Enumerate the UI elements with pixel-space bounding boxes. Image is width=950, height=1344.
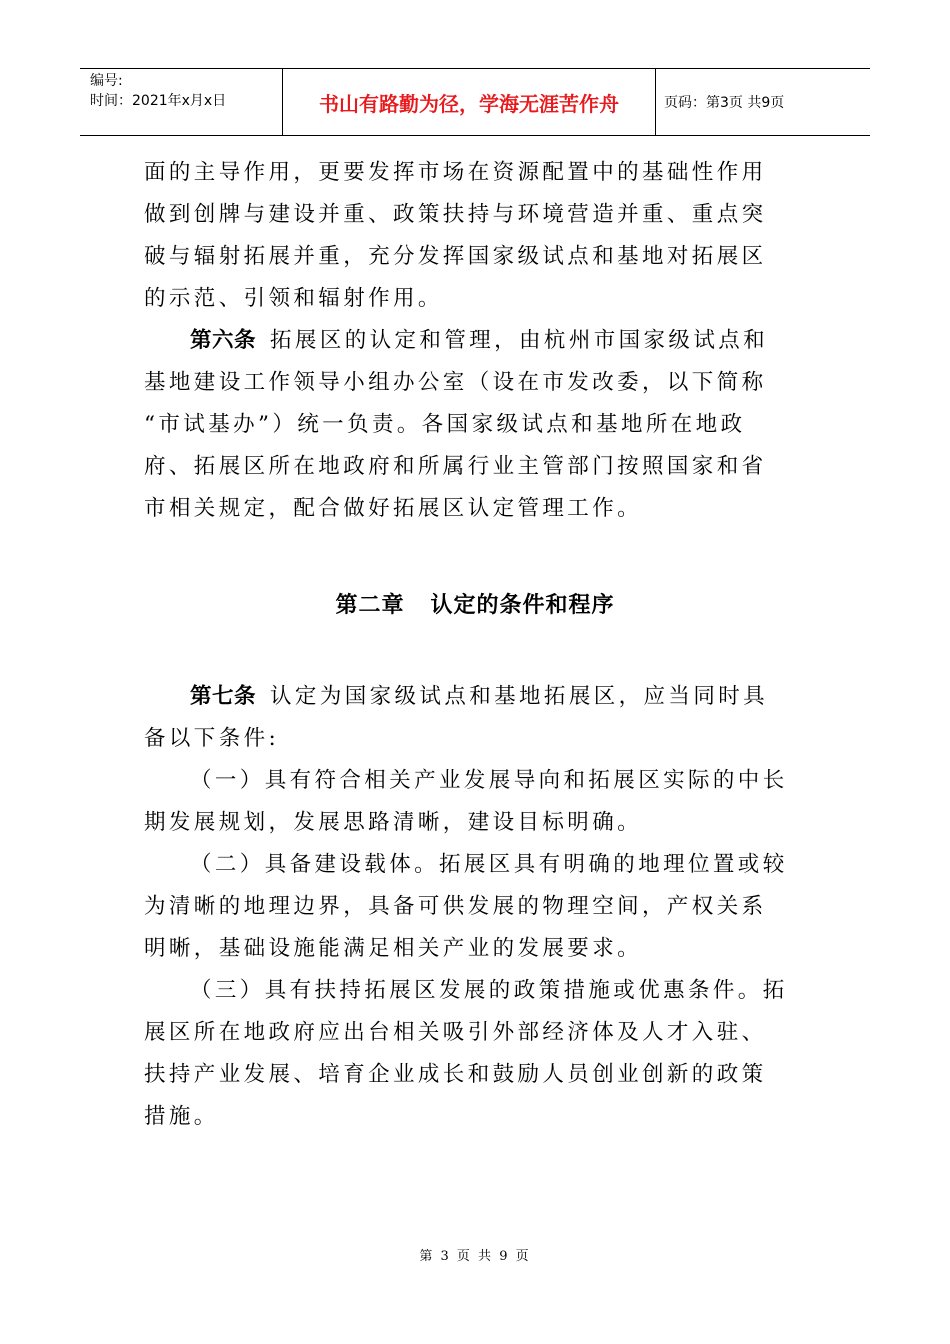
body-line: 备以下条件: bbox=[144, 726, 280, 751]
item-3-first-line: （三）具有扶持拓展区发展的政策措施或优惠条件。拓 bbox=[190, 978, 788, 1003]
body-line: 措施。 bbox=[144, 1104, 219, 1129]
body-line: 市相关规定，配合做好拓展区认定管理工作。 bbox=[144, 496, 643, 521]
header-meta bbox=[80, 69, 282, 135]
article-7-paragraph bbox=[144, 676, 814, 718]
body-line: 面的主导作用，更要发挥市场在资源配置中的基础性作用 bbox=[144, 160, 767, 185]
time-label: 时间：2021年x月x日 bbox=[90, 93, 227, 109]
body-line: 明晰，基础设施能满足相关产业的发展要求。 bbox=[144, 936, 643, 961]
body-line: 的示范、引领和辐射作用。 bbox=[144, 286, 443, 311]
page-footer: 第 3 页 共 9 页 bbox=[419, 1249, 531, 1264]
body-line: 认定为国家级试点和基地拓展区，应当同时具 bbox=[270, 684, 769, 709]
header-page-info: 页码：第3页 共9页 bbox=[664, 95, 785, 111]
document-body bbox=[144, 152, 814, 530]
number-label: 编号: bbox=[90, 73, 123, 89]
page-header bbox=[80, 68, 870, 136]
body-line: 基地建设工作领导小组办公室（设在市发改委，以下简称 bbox=[144, 370, 767, 395]
article-7-title: 第七条 bbox=[190, 684, 257, 709]
article-6-paragraph bbox=[144, 320, 814, 362]
body-line: 破与辐射拓展并重，充分发挥国家级试点和基地对拓展区 bbox=[144, 244, 767, 269]
body-line: 拓展区的认定和管理，由杭州市国家级试点和 bbox=[270, 328, 769, 353]
body-line: 期发展规划，发展思路清晰，建设目标明确。 bbox=[144, 810, 643, 835]
body-line: 做到创牌与建设并重、政策扶持与环境营造并重、重点突 bbox=[144, 202, 767, 227]
body-line: 为清晰的地理边界，具备可供发展的物理空间，产权关系 bbox=[144, 894, 767, 919]
chapter-heading: 第二章 认定的条件和程序 bbox=[335, 593, 615, 618]
body-line: 府、拓展区所在地政府和所属行业主管部门按照国家和省 bbox=[144, 454, 767, 479]
body-line: 展区所在地政府应出台相关吸引外部经济体及人才入驻、 bbox=[144, 1020, 767, 1045]
article-6-title: 第六条 bbox=[190, 328, 257, 353]
header-motto: 书山有路勤为径，学海无涯苦作舟 bbox=[319, 91, 619, 116]
document-body-2 bbox=[144, 676, 814, 1138]
item-1-first-line: （一）具有符合相关产业发展导向和拓展区实际的中长 bbox=[190, 768, 788, 793]
body-line: 扶持产业发展、培育企业成长和鼓励人员创业创新的政策 bbox=[144, 1062, 767, 1087]
body-line: “市试基办”）统一负责。各国家级试点和基地所在地政 bbox=[144, 412, 746, 437]
item-2-first-line: （二）具备建设载体。拓展区具有明确的地理位置或较 bbox=[190, 852, 788, 877]
